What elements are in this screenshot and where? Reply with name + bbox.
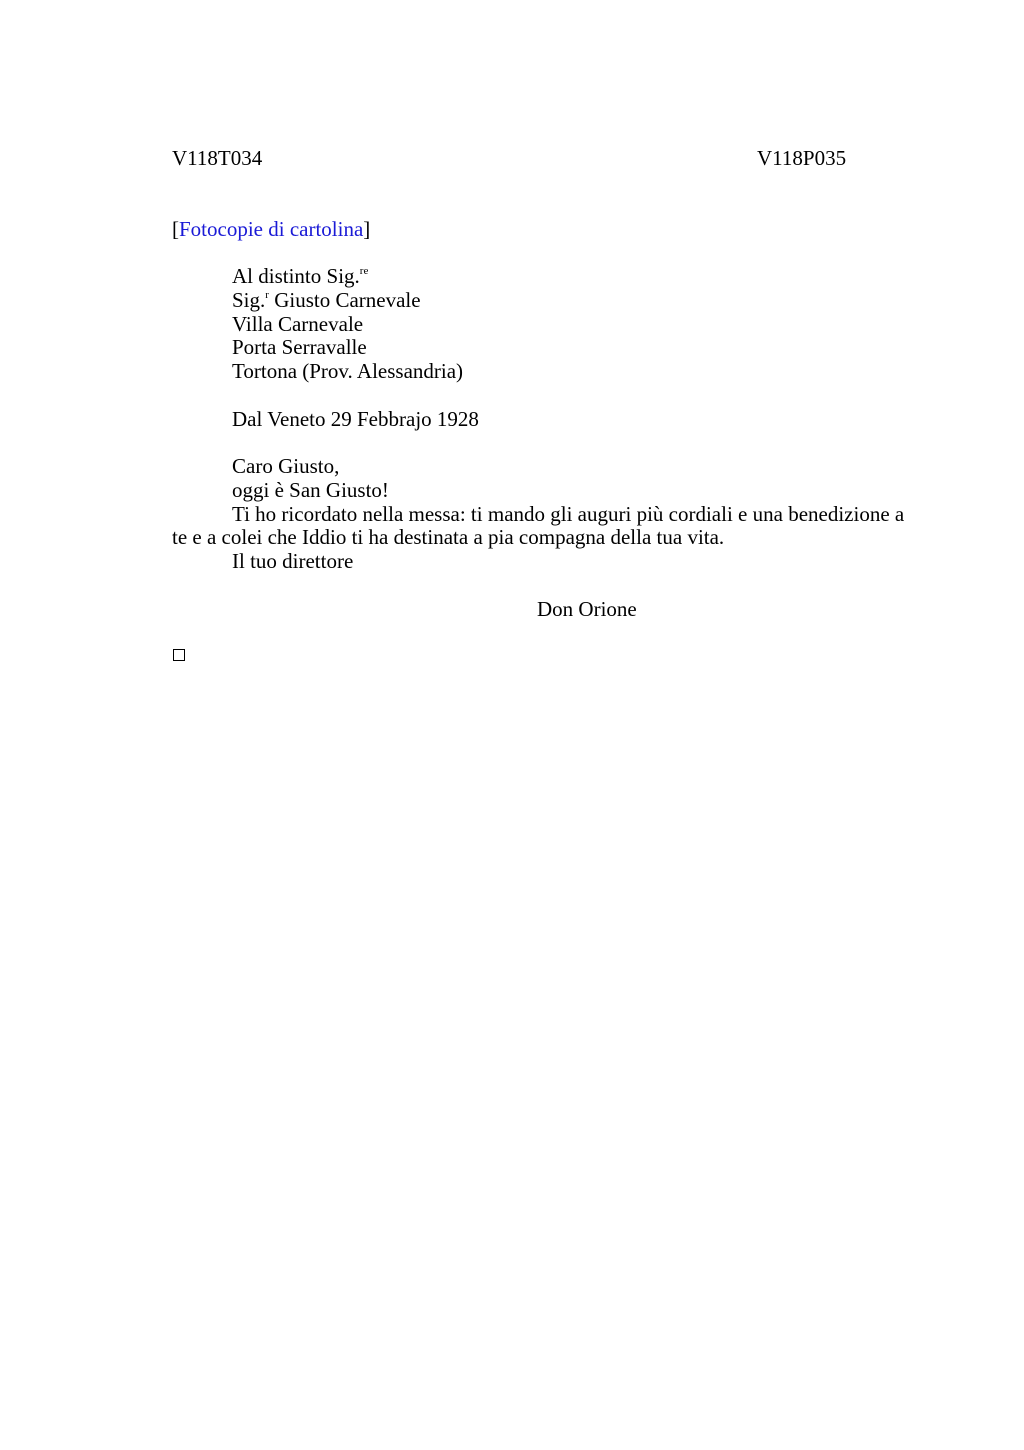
address-line-4: Porta Serravalle [232,335,367,360]
address-line-2-prefix: Sig. [232,287,266,312]
source-note [172,217,370,241]
letter-closing: Il tuo direttore [232,549,354,574]
source-link[interactable]: Fotocopie di cartolina [179,217,364,241]
square-outline-icon [173,649,185,661]
source-bracket-open: [ [172,217,179,241]
address-line-5: Tortona (Prov. Alessandria) [232,359,464,384]
signature: Don Orione [537,597,637,621]
address-line-2-sup: r [265,288,269,301]
letter-paragraph: Ti ho ricordato nella messa: ti mando gli auguri più cordiali e una benedizione a te e a colei che Iddio ti ha destinata a pia compagna della tua vita. [172,501,905,550]
letter-body [172,455,922,574]
address-line-2 [232,289,463,313]
letter-salutation: Caro Giusto, [232,454,340,478]
address-line-1-sup: re [359,265,369,277]
address-block [232,265,463,384]
letter-line-1: oggi è San Giusto! [232,477,389,502]
address-line-1-text: Al distinto Sig. [232,264,360,288]
address-line-1 [232,265,463,289]
address-line-2-name: Giusto Carnevale [268,287,421,312]
document-reference-right: V118P035 [757,146,847,170]
document-reference-left: V118T034 [172,146,263,170]
address-line-3: Villa Carnevale [232,311,364,336]
source-bracket-close: ] [363,217,371,241]
date-line: Dal Veneto 29 Febbrajo 1928 [232,407,479,431]
